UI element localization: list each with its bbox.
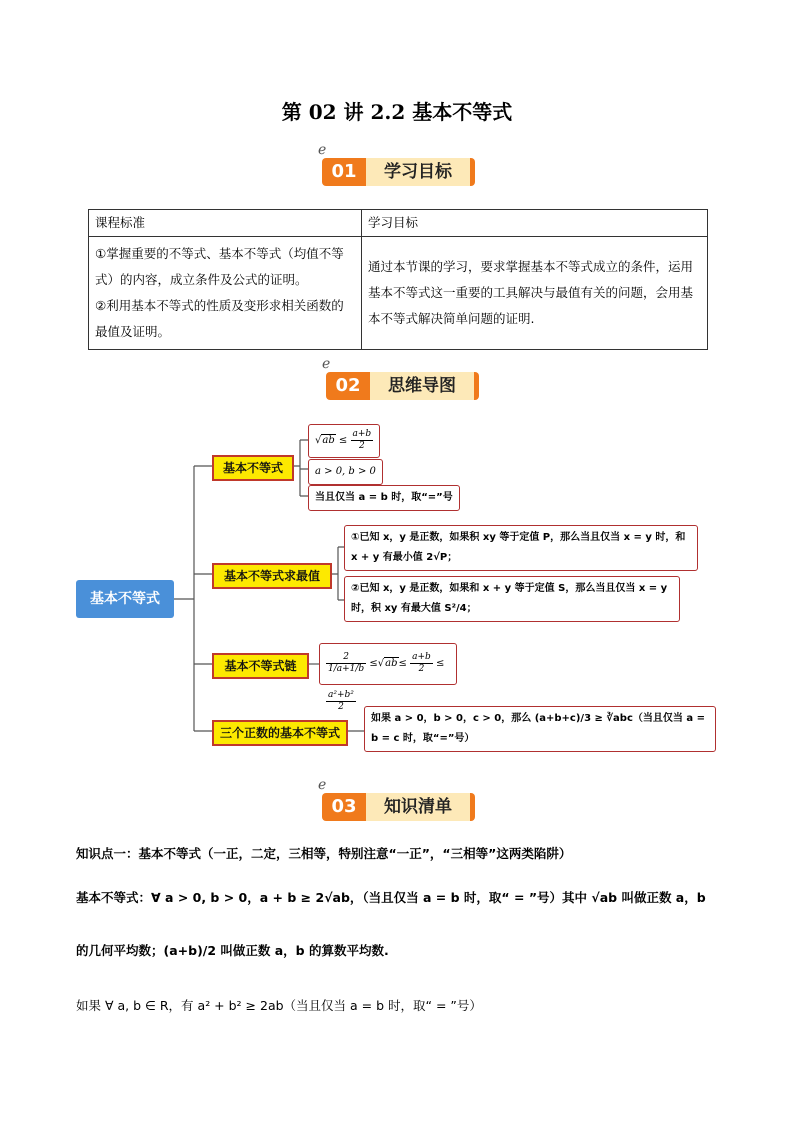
badge-label: 知识清单 [366, 793, 475, 821]
knowledge-line-3: 如果 ∀ a, b ∈ R，有 a² + b² ≥ 2ab（当且仅当 a = b 时，取“ = ”号） [76, 998, 482, 1013]
mindmap-branch-basic: 基本不等式 [212, 455, 294, 481]
knowledge-line-2: 的几何平均数；(a+b)/2 叫做正数 a，b 的算数平均数. [76, 943, 389, 958]
mindmap-branch-extremum: 基本不等式求最值 [212, 563, 332, 589]
goals-standard-line2: ②利用基本不等式的性质及变形求相关函数的最值及证明。 [95, 298, 344, 339]
leaf-max-product: ②已知 x，y 是正数，如果和 x + y 等于定值 S，那么当且仅当 x = y 时，积 xy 有最大值 S²/4； [344, 576, 680, 622]
mindmap-branch-three: 三个正数的基本不等式 [212, 720, 348, 746]
hook-icon: ℯ [318, 142, 327, 158]
mindmap-branch-chain: 基本不等式链 [212, 653, 309, 679]
goals-objective-cell: 通过本节课的学习，要求掌握基本不等式成立的条件，运用基本不等式这一重要的工具解决与最值有关的问题，会用基本不等式解决简单问题的证明. [362, 237, 708, 350]
badge-label: 思维导图 [370, 372, 479, 400]
badge-number: 03 [322, 793, 366, 821]
leaf-equality: 当且仅当 a = b 时，取“=”号 [308, 485, 460, 511]
badge-number: 01 [322, 158, 366, 186]
knowledge-line-1: 基本不等式：∀ a > 0, b > 0，a + b ≥ 2√ab，（当且仅当 a = b 时，取“ = ”号）其中 √ab 叫做正数 a，b [76, 890, 706, 905]
badge-number: 02 [326, 372, 370, 400]
goals-header-standard: 课程标准 [89, 210, 362, 237]
badge-label: 学习目标 [366, 158, 475, 186]
hook-icon: ℯ [322, 356, 331, 372]
knowledge-point-heading: 知识点一：基本不等式（一正，二定，三相等，特别注意“一正”，“三相等”这两类陷阱） [76, 846, 572, 861]
goals-header-objective: 学习目标 [362, 210, 708, 237]
goals-standard-line1: ①掌握重要的不等式、基本不等式（均值不等式）的内容，成立条件及公式的证明。 [95, 246, 344, 287]
page-title: 第 02 讲 2.2 基本不等式 [281, 100, 513, 124]
leaf-three-positive: 如果 a > 0，b > 0，c > 0，那么 (a+b+c)/3 ≥ ∛abc（当且仅当 a = b = c 时，取“=”号） [364, 706, 716, 752]
leaf-condition: a > 0, b > 0 [308, 459, 383, 485]
mindmap-root: 基本不等式 [76, 580, 174, 618]
leaf-inequality-chain: $\frac{2}{1/a+1/b}$ ≤√ab≤ $\frac{a+b}{2}$ ≤ $\frac{\text{a²+b²}}{2}$ [319, 643, 457, 685]
section-badge-knowledge [318, 777, 474, 823]
leaf-mean-inequality: √ab ≤ $\frac{a+b}{2}$ [308, 424, 380, 458]
leaf-min-sum: ①已知 x，y 是正数，如果积 xy 等于定值 P，那么当且仅当 x = y 时，和 x + y 有最小值 2√P； [344, 525, 698, 571]
hook-icon: ℯ [318, 777, 327, 793]
